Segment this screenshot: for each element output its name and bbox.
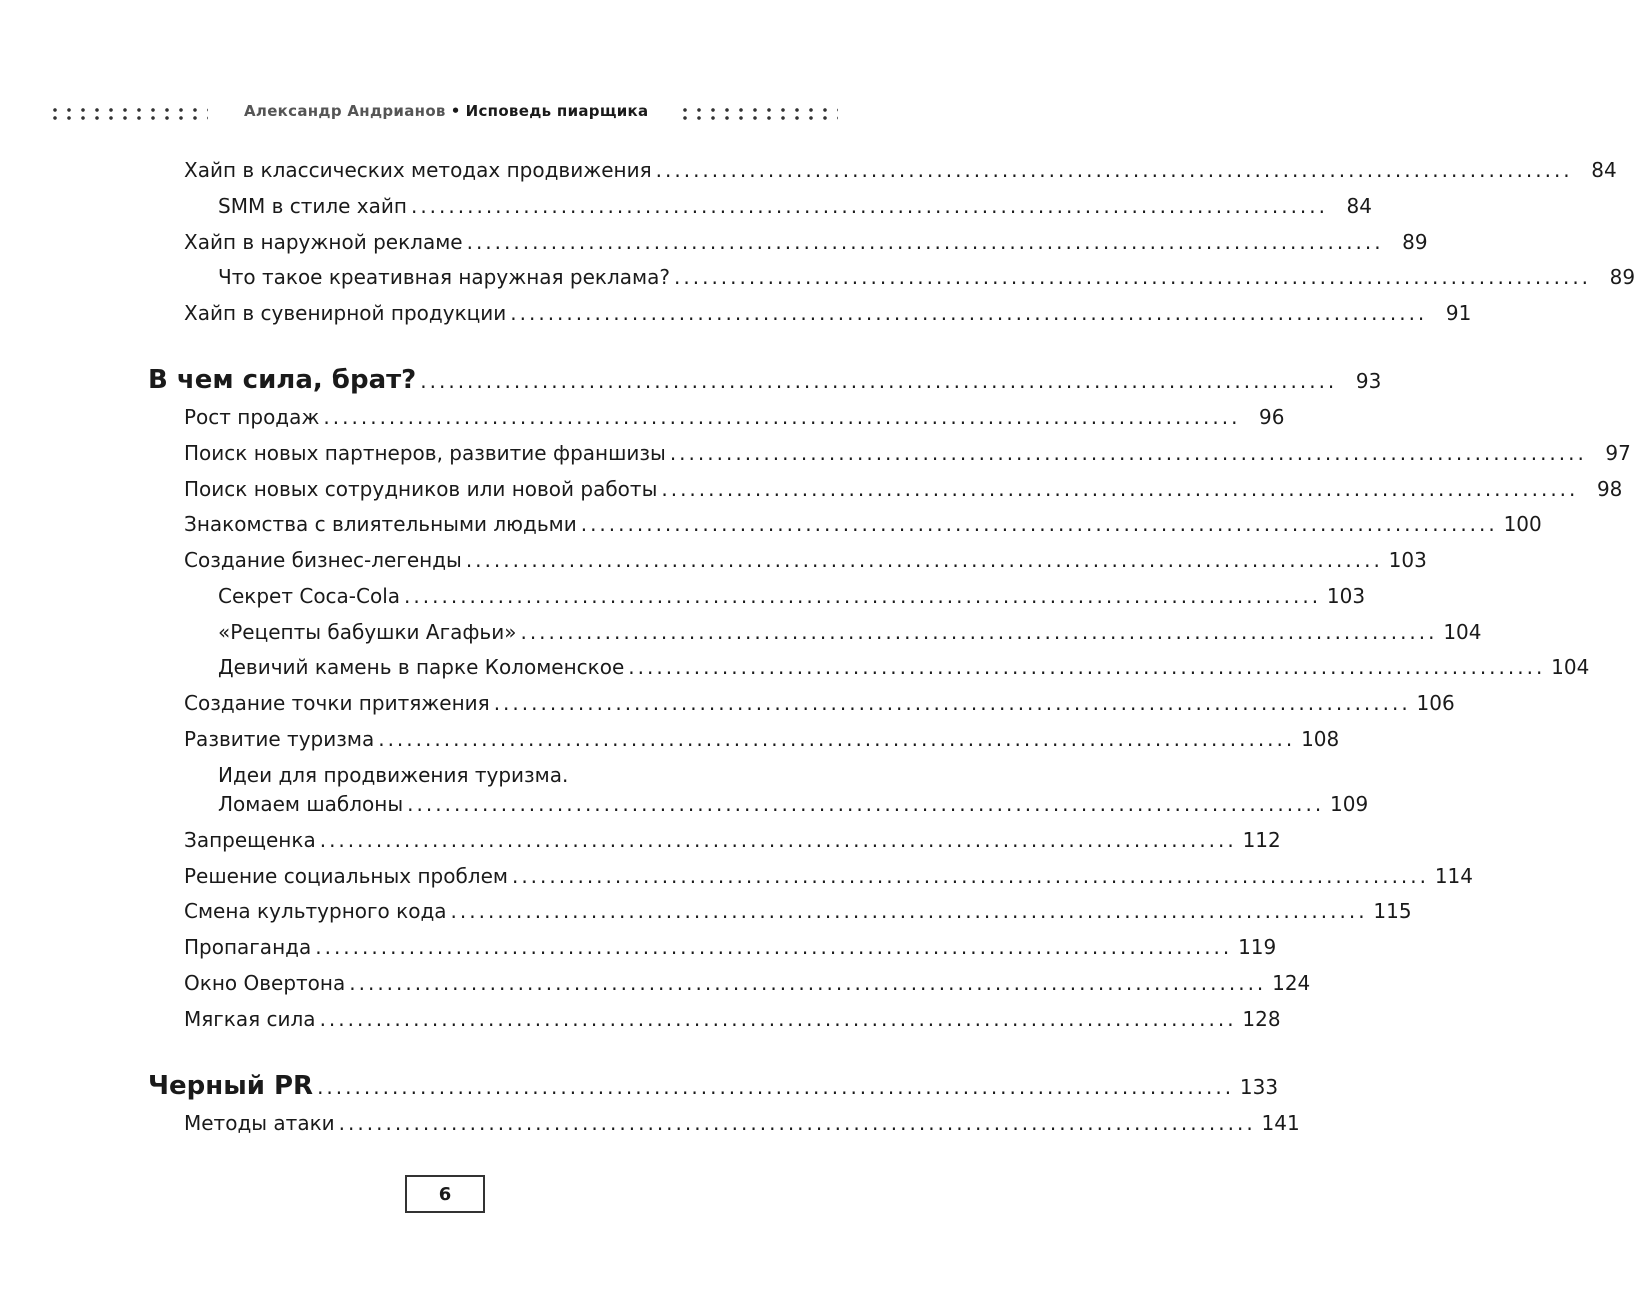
toc-entry-title: Мягкая сила: [184, 1007, 316, 1031]
toc-entry-page: 89: [1609, 265, 1635, 289]
toc-leader-dots: ..................................................................................................: [661, 477, 1579, 501]
toc-entry-page: 108: [1301, 727, 1340, 751]
toc-leader-dots: ..................................................................................................: [510, 301, 1428, 325]
toc-entry-page: 114: [1434, 864, 1473, 888]
toc-leader-dots: ..................................................................................................: [628, 655, 1546, 679]
header-separator: •: [450, 102, 461, 120]
toc-entry[interactable]: [184, 474, 1623, 504]
toc-entry-title: Секрет Coca-Cola: [218, 584, 401, 608]
toc-entry-title: Поиск новых сотрудников или новой работы: [184, 477, 658, 501]
toc-chapter-title: Черный PR: [148, 1071, 314, 1101]
toc-entry-page: 104: [1443, 620, 1482, 644]
toc-entry-title: Что такое креативная наружная реклама?: [218, 265, 671, 289]
toc-entry[interactable]: [218, 617, 1482, 647]
toc-entry[interactable]: [184, 227, 1428, 257]
toc-entry-title: Решение социальных проблем: [184, 864, 508, 888]
toc-leader-dots: ..................................................................................................: [378, 727, 1296, 751]
toc-leader-dots: ..................................................................................................: [669, 441, 1587, 465]
toc-entry-page: 96: [1259, 405, 1285, 429]
toc-leader-dots: ..................................................................................................: [349, 971, 1267, 995]
toc-entry[interactable]: [184, 932, 1277, 962]
dot-ornament-left: [48, 106, 208, 122]
toc-entry-page: 100: [1503, 512, 1542, 536]
toc-leader-dots: ..................................................................................................: [315, 935, 1233, 959]
toc-entry-page: 104: [1551, 655, 1590, 679]
toc-entry-title: Хайп в наружной рекламе: [184, 230, 463, 254]
toc-entry-page: 98: [1596, 477, 1623, 501]
toc-entry-page: 84: [1591, 158, 1617, 182]
toc-entry[interactable]: [184, 825, 1281, 855]
toc-entry-title: Поиск новых партнеров, развитие франшизы: [184, 441, 666, 465]
toc-entry-page: 89: [1402, 230, 1428, 254]
toc-leader-dots: ..................................................................................................: [466, 230, 1384, 254]
book-title: Исповедь пиарщика: [465, 102, 649, 120]
toc-entry-title: «Рецепты бабушки Агафьи»: [218, 620, 517, 644]
toc-entry-page: 109: [1330, 792, 1369, 816]
toc-leader-dots: ..................................................................................................: [450, 899, 1368, 923]
toc-entry-title: Методы атаки: [184, 1111, 335, 1135]
toc-entry-page: 119: [1238, 935, 1277, 959]
toc-entry-page: 103: [1388, 548, 1427, 572]
toc-entry[interactable]: [184, 155, 1617, 185]
toc-entry[interactable]: [184, 545, 1427, 575]
toc-entry[interactable]: [184, 724, 1340, 754]
toc-leader-dots: ..................................................................................................: [338, 1111, 1256, 1135]
toc-entry-title: Запрещенка: [184, 828, 316, 852]
toc-leader-dots: ..................................................................................................: [323, 405, 1241, 429]
toc-entry-title: Знакомства с влиятельными людьми: [184, 512, 577, 536]
toc-leader-dots: ..................................................................................................: [319, 828, 1237, 852]
toc-entry-page: 93: [1355, 369, 1382, 393]
toc-entry-title: Хайп в сувенирной продукции: [184, 301, 507, 325]
toc-leader-dots: ..................................................................................................: [520, 620, 1438, 644]
toc-leader-dots: ..................................................................................................: [465, 548, 1383, 572]
toc-entry-page: 106: [1416, 691, 1455, 715]
toc-entry[interactable]: [184, 688, 1455, 718]
toc-entry[interactable]: [184, 298, 1472, 328]
toc-entry-title: Хайп в классических методах продвижения: [184, 158, 652, 182]
toc-entry-title: Пропаганда: [184, 935, 312, 959]
toc-entry-title: Развитие туризма: [184, 727, 375, 751]
toc-entry-page: 124: [1272, 971, 1311, 995]
toc-leader-dots: ..................................................................................................: [404, 584, 1322, 608]
toc-leader-dots: ..................................................................................................: [410, 194, 1328, 218]
toc-chapter-entry[interactable]: [148, 1068, 1279, 1104]
toc-entry-page: 112: [1242, 828, 1281, 852]
toc-entry-page: 91: [1445, 301, 1472, 325]
toc-leader-dots: ..................................................................................................: [655, 158, 1573, 182]
toc-entry-title: Девичий камень в парке Коломенское: [218, 655, 625, 679]
toc-entry-title: Создание бизнес-легенды: [184, 548, 462, 572]
toc-entry-page: 97: [1605, 441, 1631, 465]
toc-leader-dots: ..................................................................................................: [674, 265, 1592, 289]
toc-leader-dots: ..................................................................................................: [511, 864, 1429, 888]
toc-entry-page: 128: [1242, 1007, 1281, 1031]
toc-leader-dots: ..................................................................................................: [317, 1075, 1235, 1099]
toc-leader-dots: ..................................................................................................: [420, 369, 1338, 393]
toc-entry[interactable]: [184, 509, 1542, 539]
toc-entry[interactable]: [184, 438, 1631, 468]
toc-chapter-title: В чем сила, брат?: [148, 365, 417, 395]
running-head-text: [244, 102, 648, 120]
page-number: 6: [438, 1183, 452, 1205]
toc-entry-title: Создание точки притяжения: [184, 691, 490, 715]
toc-entry-title-line1: Идеи для продвижения туризма.: [218, 763, 569, 787]
toc-entry-title: Ломаем шаблоны: [218, 792, 404, 816]
toc-entry-page: 141: [1261, 1111, 1300, 1135]
toc-entry-title: Смена культурного кода: [184, 899, 447, 923]
dot-ornament-right: [678, 106, 838, 122]
toc-chapter-entry[interactable]: [148, 362, 1382, 398]
toc-entry-page: 103: [1326, 584, 1366, 608]
author-name: Александр Андрианов: [244, 102, 446, 120]
toc-entry-page: 115: [1373, 899, 1412, 923]
toc-entry[interactable]: [184, 1004, 1281, 1034]
toc-entry[interactable]: [218, 581, 1366, 611]
toc-entry[interactable]: [218, 262, 1635, 292]
toc-entry[interactable]: [218, 652, 1590, 682]
toc-leader-dots: ..................................................................................................: [319, 1007, 1237, 1031]
toc-entry[interactable]: [218, 789, 1369, 819]
toc-entry[interactable]: [184, 1108, 1300, 1138]
page-number-box: [405, 1175, 485, 1213]
toc-leader-dots: ..................................................................................................: [407, 792, 1325, 816]
toc-leader-dots: ..................................................................................................: [493, 691, 1411, 715]
toc-entry[interactable]: [184, 402, 1285, 432]
running-header: [0, 100, 856, 128]
toc-entry[interactable]: [184, 896, 1412, 926]
toc-entry[interactable]: [184, 968, 1311, 998]
toc-leader-dots: ..................................................................................................: [580, 512, 1498, 536]
toc-entry[interactable]: [218, 191, 1372, 221]
toc-entry-page: 84: [1346, 194, 1372, 218]
toc-entry-page: 133: [1239, 1075, 1279, 1099]
toc-entry-title: Окно Овертона: [184, 971, 346, 995]
toc-entry-title: Рост продаж: [184, 405, 320, 429]
toc-entry-title: SMM в стиле хайп: [218, 194, 407, 218]
toc-entry[interactable]: [184, 861, 1473, 891]
